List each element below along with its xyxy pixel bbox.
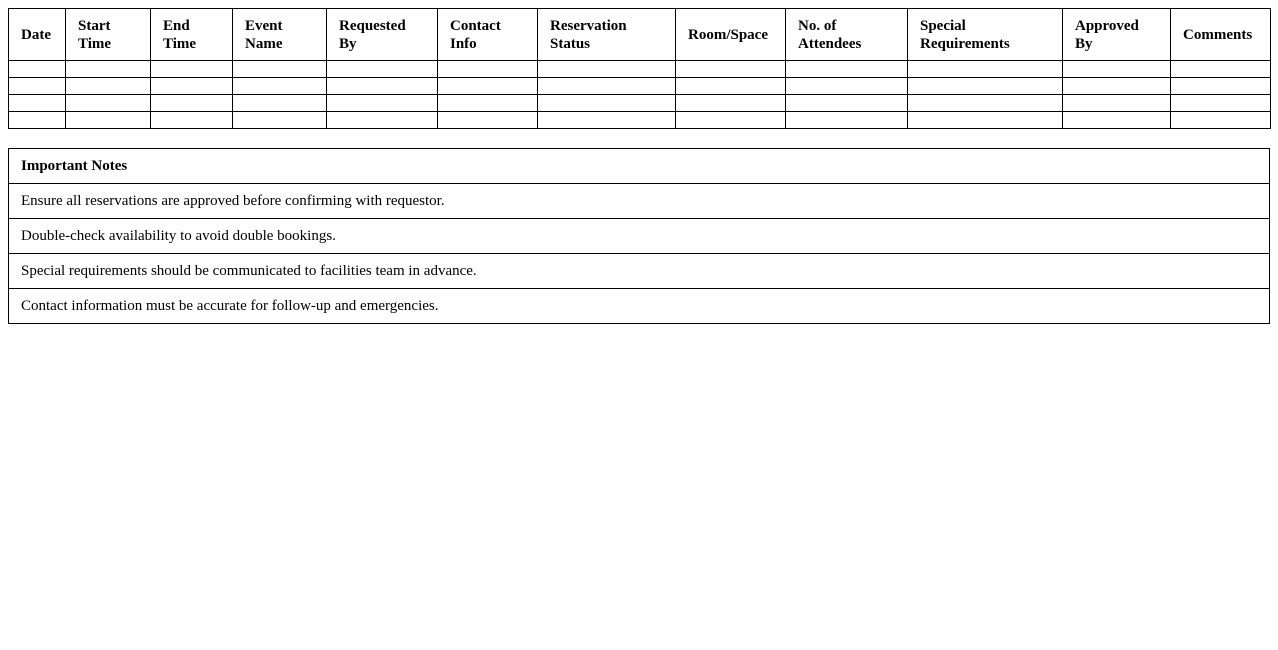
column-header: Reservation Status xyxy=(538,9,676,61)
table-cell[interactable] xyxy=(676,95,786,112)
table-cell[interactable] xyxy=(151,61,233,78)
table-cell[interactable] xyxy=(9,61,66,78)
table-cell[interactable] xyxy=(908,112,1063,129)
table-row xyxy=(9,78,1271,95)
table-cell[interactable] xyxy=(66,112,151,129)
table-cell[interactable] xyxy=(327,95,438,112)
table-cell[interactable] xyxy=(786,95,908,112)
table-cell[interactable] xyxy=(786,78,908,95)
table-cell[interactable] xyxy=(438,61,538,78)
column-header: Approved By xyxy=(1063,9,1171,61)
table-cell[interactable] xyxy=(9,78,66,95)
note-text: Ensure all reservations are approved before confirming with requestor. xyxy=(9,184,1270,219)
table-cell[interactable] xyxy=(151,112,233,129)
table-cell[interactable] xyxy=(1171,95,1271,112)
note-row xyxy=(9,289,1270,324)
notes-title: Important Notes xyxy=(9,149,1270,184)
table-cell[interactable] xyxy=(676,112,786,129)
table-cell[interactable] xyxy=(1171,112,1271,129)
table-cell[interactable] xyxy=(327,61,438,78)
table-cell[interactable] xyxy=(786,112,908,129)
table-row xyxy=(9,95,1271,112)
table-cell[interactable] xyxy=(233,61,327,78)
table-cell[interactable] xyxy=(1063,95,1171,112)
column-header: Date xyxy=(9,9,66,61)
table-row xyxy=(9,112,1271,129)
note-text: Special requirements should be communicated to facilities team in advance. xyxy=(9,254,1270,289)
column-header: Comments xyxy=(1171,9,1271,61)
column-header: End Time xyxy=(151,9,233,61)
table-cell[interactable] xyxy=(538,95,676,112)
column-header: Special Requirements xyxy=(908,9,1063,61)
table-cell[interactable] xyxy=(1063,78,1171,95)
column-header: No. of Attendees xyxy=(786,9,908,61)
table-cell[interactable] xyxy=(538,78,676,95)
table-cell[interactable] xyxy=(327,78,438,95)
table-cell[interactable] xyxy=(538,112,676,129)
table-header-row xyxy=(9,9,1271,61)
table-cell[interactable] xyxy=(1063,112,1171,129)
column-header: Event Name xyxy=(233,9,327,61)
table-cell[interactable] xyxy=(1171,78,1271,95)
table-cell[interactable] xyxy=(66,61,151,78)
table-cell[interactable] xyxy=(438,95,538,112)
table-cell[interactable] xyxy=(233,95,327,112)
note-row xyxy=(9,254,1270,289)
note-text: Contact information must be accurate for follow-up and emergencies. xyxy=(9,289,1270,324)
table-cell[interactable] xyxy=(908,61,1063,78)
table-cell[interactable] xyxy=(1171,61,1271,78)
column-header: Room/Space xyxy=(676,9,786,61)
table-cell[interactable] xyxy=(233,112,327,129)
column-header: Start Time xyxy=(66,9,151,61)
table-cell[interactable] xyxy=(908,78,1063,95)
note-row xyxy=(9,219,1270,254)
important-notes-table xyxy=(8,148,1270,324)
table-cell[interactable] xyxy=(1063,61,1171,78)
table-row xyxy=(9,61,1271,78)
table-cell[interactable] xyxy=(908,95,1063,112)
table-cell[interactable] xyxy=(676,78,786,95)
reservation-table xyxy=(8,8,1271,129)
table-cell[interactable] xyxy=(9,95,66,112)
table-cell[interactable] xyxy=(538,61,676,78)
table-cell[interactable] xyxy=(9,112,66,129)
column-header: Contact Info xyxy=(438,9,538,61)
table-cell[interactable] xyxy=(438,78,538,95)
table-cell[interactable] xyxy=(438,112,538,129)
table-cell[interactable] xyxy=(233,78,327,95)
table-cell[interactable] xyxy=(66,95,151,112)
table-cell[interactable] xyxy=(151,78,233,95)
table-cell[interactable] xyxy=(676,61,786,78)
column-header: Requested By xyxy=(327,9,438,61)
table-cell[interactable] xyxy=(786,61,908,78)
note-text: Double-check availability to avoid double bookings. xyxy=(9,219,1270,254)
table-cell[interactable] xyxy=(327,112,438,129)
table-cell[interactable] xyxy=(151,95,233,112)
table-cell[interactable] xyxy=(66,78,151,95)
note-row xyxy=(9,184,1270,219)
